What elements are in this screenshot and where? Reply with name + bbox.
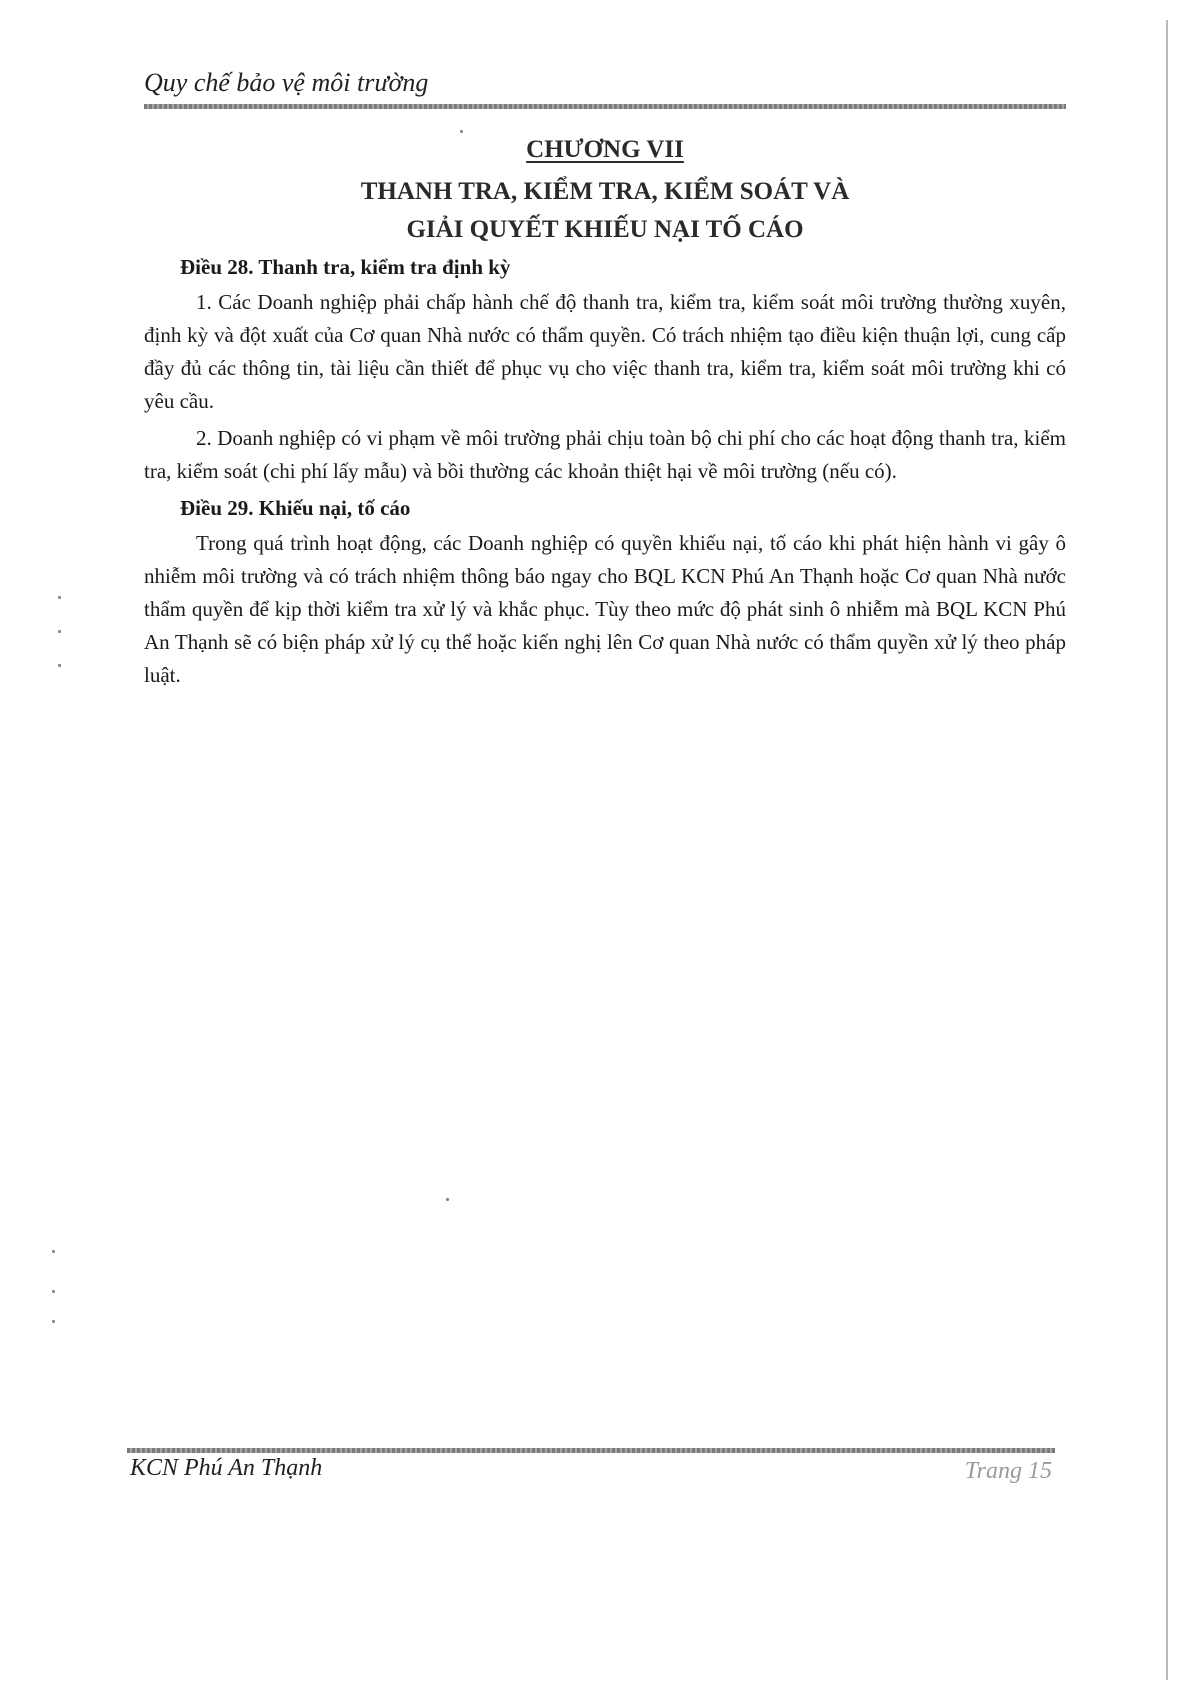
scan-speck xyxy=(58,664,61,667)
scan-speck xyxy=(58,630,61,633)
footer-organization: KCN Phú An Thạnh xyxy=(130,1455,323,1481)
scan-speck xyxy=(52,1290,55,1293)
scan-speck xyxy=(52,1250,55,1253)
footer-divider xyxy=(127,1448,1055,1453)
page-number: Trang 15 xyxy=(964,1458,1052,1484)
chapter-title-line-1: THANH TRA, KIỂM TRA, KIỂM SOÁT VÀ xyxy=(360,178,850,205)
scan-edge-line xyxy=(1166,20,1168,1680)
chapter-number xyxy=(144,136,1066,164)
scan-speck xyxy=(52,1320,55,1323)
article-heading: Điều 28. Thanh tra, kiểm tra định kỳ xyxy=(180,255,511,279)
header-divider xyxy=(144,104,1066,109)
article-29 xyxy=(144,492,1066,692)
paragraph: Trong quá trình hoạt động, các Doanh nghiệp có quyền khiếu nại, tố cáo khi phát hiện hành vi gây ô nhiễm môi trường và có trách nhiệm thông báo ngay cho BQL KCN Phú An Thạnh hoặc Cơ quan Nhà nước thẩm quyền để kịp thời kiểm tra xử lý và khắc phục. Tùy theo mức độ phát sinh ô nhiễm mà BQL KCN Phú An Thạnh sẽ có biện pháp xử lý cụ thể hoặc kiến nghị lên Cơ quan Nhà nước có thẩm quyền xử lý theo pháp luật. xyxy=(144,531,1066,687)
chapter-number-text: CHƯƠNG VII xyxy=(526,136,684,163)
chapter-title-line-2: GIẢI QUYẾT KHIẾU NẠI TỐ CÁO xyxy=(406,216,804,243)
scan-speck xyxy=(58,596,61,599)
document-body xyxy=(144,251,1066,696)
paragraph: 1. Các Doanh nghiệp phải chấp hành chế độ thanh tra, kiểm tra, kiểm soát môi trường thường xuyên, định kỳ và đột xuất của Cơ quan Nhà nước có thẩm quyền. Có trách nhiệm tạo điều kiện thuận lợi, cung cấp đầy đủ các thông tin, tài liệu cần thiết để phục vụ cho việc thanh tra, kiểm tra, kiểm soát môi trường khi có yêu cầu. xyxy=(144,290,1066,413)
article-28 xyxy=(144,251,1066,488)
paragraph: 2. Doanh nghiệp có vi phạm về môi trường phải chịu toàn bộ chi phí cho các hoạt động thanh tra, kiểm tra, kiểm soát (chi phí lấy mẫu) và bồi thường các khoản thiệt hại về môi trường (nếu có). xyxy=(144,426,1066,483)
scan-speck xyxy=(446,1198,449,1201)
article-heading: Điều 29. Khiếu nại, tố cáo xyxy=(180,496,411,520)
scan-speck xyxy=(460,130,463,133)
page-header-title: Quy chế bảo vệ môi trường xyxy=(144,68,429,97)
